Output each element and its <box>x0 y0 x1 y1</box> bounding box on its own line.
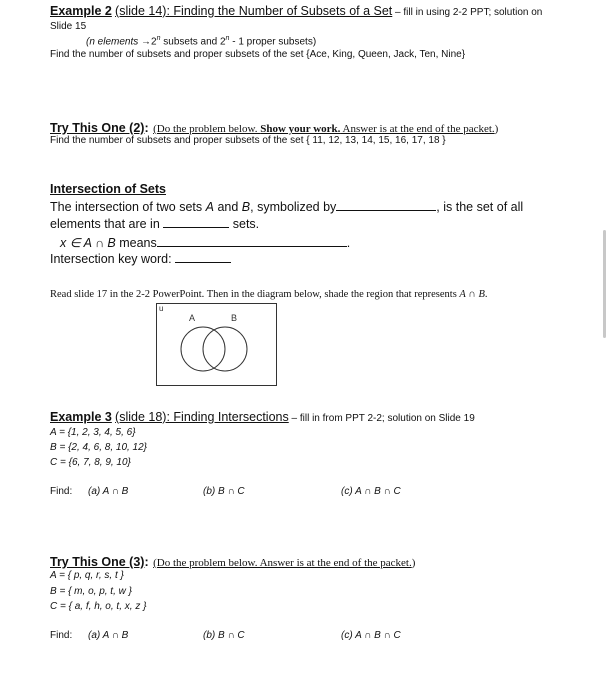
example2-question: Find the number of subsets and proper subsets of the set {Ace, King, Queen, Jack, Ten, Nine} <box>50 49 466 60</box>
label-b: B <box>231 313 238 323</box>
try3-set-a: A = { p, q, r, s, t } <box>50 570 124 581</box>
vertical-scrollbar[interactable] <box>603 230 606 338</box>
venn-instruction: Read slide 17 in the 2-2 PowerPoint. Then in the diagram below, shade the region that represents A ∩ B. <box>50 289 488 300</box>
example3-part-c: (c) A ∩ B ∩ C <box>341 486 401 497</box>
example3-part-b: (b) B ∩ C <box>203 486 245 497</box>
try3-part-b: (b) B ∩ C <box>203 630 245 641</box>
example3-find: Find: <box>50 486 73 497</box>
example3-set-c: C = {6, 7, 8, 9, 10} <box>50 457 131 468</box>
blank-count[interactable] <box>163 217 229 228</box>
try3-part-c: (c) A ∩ B ∩ C <box>341 630 401 641</box>
try3-heading: Try This One (3): (Do the problem below. Answer is at the end of the packet.) <box>50 555 416 569</box>
universal-set-rect <box>157 304 277 386</box>
intersection-line1: The intersection of two sets A and B, symbolized by , is the set of all <box>50 200 524 214</box>
example3-part-a: (a) A ∩ B <box>88 486 129 497</box>
try3-set-c: C = { a, f, h, o, t, x, z } <box>50 601 147 612</box>
label-a: A <box>189 313 196 323</box>
example3-heading: Example 3 (slide 18): Finding Intersections – fill in from PPT 2-2; solution on Slide 19 <box>50 410 475 424</box>
example2-slide-ref: (slide 14): Finding the Number of Subsets of a Set <box>115 4 393 18</box>
universe-label: u <box>159 304 164 313</box>
example3-set-b: B = {2, 4, 6, 8, 10, 12} <box>50 442 148 453</box>
example2-heading <box>50 4 542 18</box>
try2-title: Try This One (2) <box>50 121 145 135</box>
intersection-line3: x ∈ A ∩ B means . <box>60 236 351 250</box>
example2-slide-line: Slide 15 <box>50 21 87 32</box>
arrow-icon: → <box>141 36 152 48</box>
try2-heading: Try This One (2): (Do the problem below. Show your work. Answer is at the end of the packet.) <box>50 121 499 135</box>
intersection-title: Intersection of Sets <box>50 182 166 196</box>
intersection-line4: Intersection key word: <box>50 252 231 266</box>
example2-title: Example 2 <box>50 4 112 18</box>
try3-find: Find: <box>50 630 73 641</box>
try3-set-b: B = { m, o, p, t, w } <box>50 586 132 597</box>
example3-set-a: A = {1, 2, 3, 4, 5, 6} <box>50 427 136 438</box>
intersection-line2: elements that are in sets. <box>50 217 260 231</box>
try3-part-a: (a) A ∩ B <box>88 630 129 641</box>
blank-symbol[interactable] <box>336 200 436 211</box>
blank-means[interactable] <box>157 236 347 247</box>
example2-note: – fill in using 2-2 PPT; solution on <box>392 7 543 18</box>
try3-title: Try This One (3) <box>50 555 145 569</box>
try2-question: Find the number of subsets and proper subsets of the set { 11, 12, 13, 14, 15, 16, 17, 18 } <box>50 135 446 146</box>
example3-title: Example 3 <box>50 410 112 424</box>
venn-diagram[interactable] <box>156 303 278 387</box>
example2-formula: (n elements $\to 2^n$ subsets and 2$^n$ - 1 proper subsets) <box>86 35 317 48</box>
blank-keyword[interactable] <box>175 252 231 263</box>
